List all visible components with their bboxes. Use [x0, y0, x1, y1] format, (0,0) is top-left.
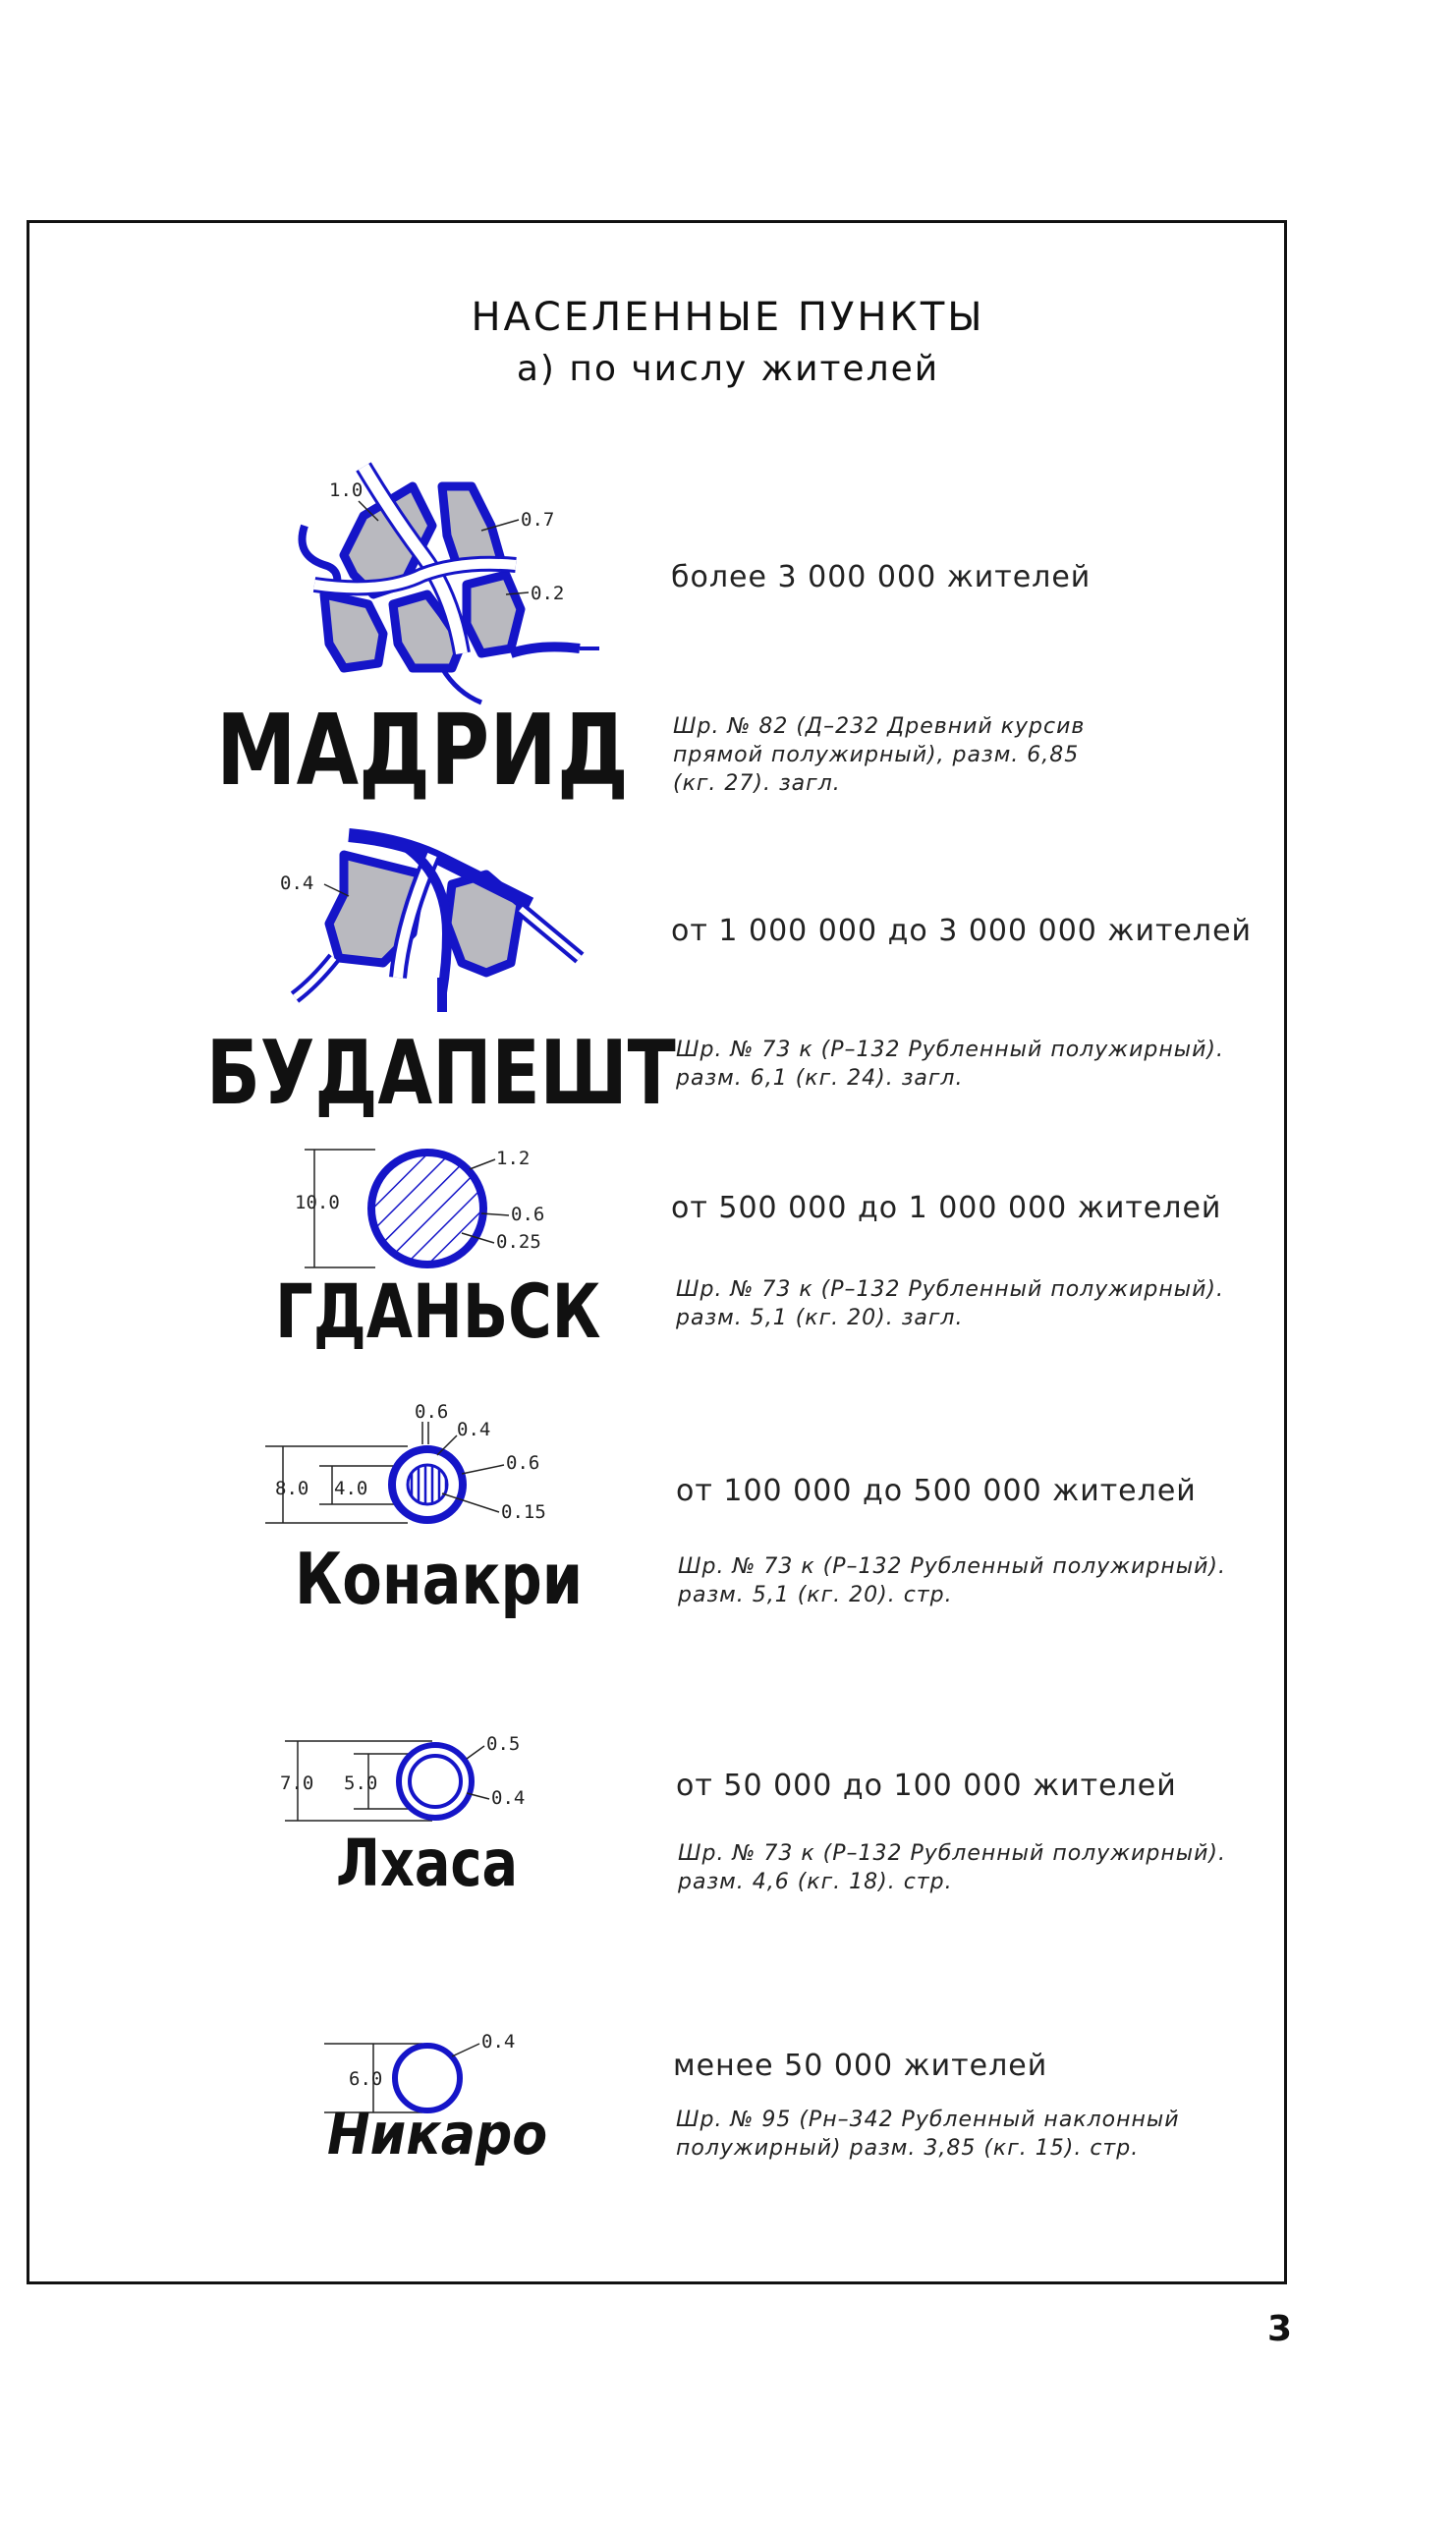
population-gdansk: от 500 000 до 1 000 000 жителей — [671, 1191, 1222, 1225]
konakri-symbol — [265, 1400, 560, 1552]
madrid-label-1: 1.0 — [329, 479, 364, 501]
population-konakri: от 100 000 до 500 000 жителей — [676, 1474, 1197, 1508]
font-spec-nikaro: Шр. № 95 (Рн–342 Рубленный наклонный полужирный) разм. 3,85 (кг. 15). стр. — [676, 2108, 1180, 2161]
madrid-symbol — [285, 447, 619, 712]
konakri-label-hatch: 0.15 — [501, 1501, 546, 1523]
page-number: 3 — [1267, 2309, 1293, 2349]
population-madrid: более 3 000 000 жителей — [671, 560, 1092, 594]
konakri-label-inner-size: 4.0 — [334, 1478, 368, 1499]
konakri-label-outer-size: 8.0 — [275, 1478, 309, 1499]
city-name-gdansk: ГДАНЬСК — [275, 1267, 601, 1355]
city-name-budapest: БУДАПЕШТ — [206, 1022, 676, 1125]
font-spec-madrid: Шр. № 82 (Д–232 Древний курсив прямой полужирный), разм. 6,85 (кг. 27). загл. — [673, 714, 1086, 796]
page-title: НАСЕЛЕННЫЕ ПУНКТЫ — [471, 295, 985, 340]
konakri-label-stroke: 0.6 — [506, 1452, 540, 1474]
page-frame — [27, 220, 1287, 2284]
population-lhasa: от 50 000 до 100 000 жителей — [676, 1769, 1177, 1803]
city-name-madrid: МАДРИД — [216, 693, 629, 808]
gdansk-label-outer: 1.2 — [496, 1148, 531, 1169]
budapest-symbol — [275, 816, 599, 1022]
page-subtitle: а) по числу жителей — [516, 349, 940, 389]
font-spec-gdansk: Шр. № 73 к (Р–132 Рубленный полужирный). разм. 5,1 (кг. 20). загл. — [676, 1277, 1224, 1330]
city-name-konakri: Конакри — [295, 1538, 584, 1620]
font-spec-konakri: Шр. № 73 к (Р–132 Рубленный полужирный). разм. 5,1 (кг. 20). стр. — [678, 1554, 1226, 1607]
lhasa-label-outer: 0.5 — [486, 1733, 521, 1755]
population-nikaro: менее 50 000 жителей — [673, 2049, 1048, 2083]
font-spec-lhasa: Шр. № 73 к (Р–132 Рубленный полужирный). разм. 4,6 (кг. 18). стр. — [678, 1841, 1226, 1894]
city-name-nikaro: Никаро — [327, 2101, 548, 2167]
madrid-label-2: 0.7 — [521, 509, 555, 531]
budapest-label-1: 0.4 — [280, 872, 314, 894]
lhasa-label-inner: 0.4 — [491, 1787, 526, 1809]
gdansk-label-stroke: 0.6 — [511, 1204, 545, 1225]
lhasa-label-inner-size: 5.0 — [344, 1772, 378, 1794]
gdansk-label-hatch: 0.25 — [496, 1231, 541, 1253]
konakri-label-top-2: 0.4 — [457, 1419, 491, 1440]
konakri-label-top-1: 0.6 — [415, 1401, 449, 1423]
gdansk-label-size: 10.0 — [295, 1192, 340, 1213]
gdansk-symbol — [285, 1140, 580, 1277]
population-budapest: от 1 000 000 до 3 000 000 жителей — [671, 914, 1253, 948]
lhasa-label-outer-size: 7.0 — [280, 1772, 314, 1794]
nikaro-label-size: 6.0 — [349, 2068, 383, 2090]
nikaro-label-stroke: 0.4 — [481, 2031, 516, 2053]
city-name-lhasa: Лхаса — [336, 1826, 518, 1901]
lhasa-symbol — [275, 1724, 540, 1832]
font-spec-budapest: Шр. № 73 к (Р–132 Рубленный полужирный). разм. 6,1 (кг. 24). загл. — [676, 1038, 1224, 1091]
madrid-label-3: 0.2 — [531, 583, 565, 604]
